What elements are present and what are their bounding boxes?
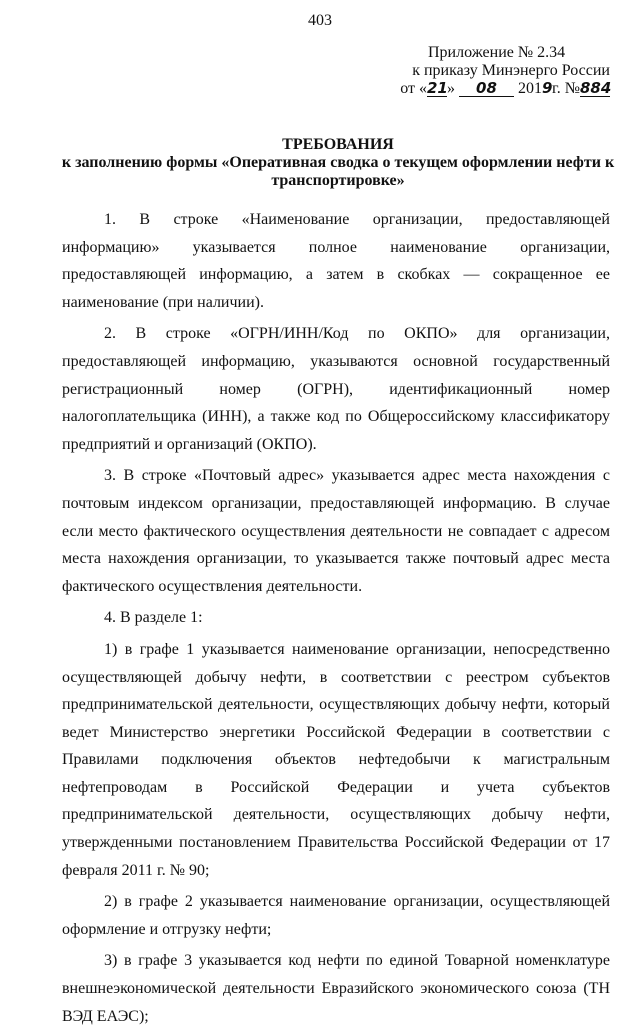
paragraph: 1. В строке «Наименование организации, предоставляющей информацию» указывается полное наименование организации, предоставляющей информацию, а затем в скобках — сокращенное ее наименование (при наличии). — [62, 211, 610, 311]
paragraph: 3. В строке «Почтовый адрес» указывается адрес места нахождения с почтовым индексом организации, предоставляющей информацию. В случае если место фактического осуществления деятельности не совпадает с адресом места нахождения организации, то указывается также почтовый адрес места фактического осуществления деятельности. — [62, 467, 610, 595]
date-prefix: от « — [400, 80, 427, 97]
handwritten-year-digit: 9 — [541, 79, 553, 97]
year-suffix: г. № — [551, 80, 580, 97]
year-prefix: 201 — [517, 80, 542, 97]
handwritten-order-number: 884 — [580, 79, 612, 97]
document-title-block — [60, 136, 616, 190]
appendix-title: Приложение № 2.34 — [428, 44, 566, 61]
handwritten-day: 21 — [426, 79, 448, 97]
appendix-order-ref: к приказу Минэнерго России — [412, 62, 610, 79]
paragraph: 3) в графе 3 указывается код нефти по единой Товарной номенклатуре внешнеэкономической деятельности Евразийского экономического союза (ТН ВЭД ЕАЭС); — [62, 952, 610, 1025]
handwritten-month: 08 — [459, 81, 514, 97]
document-subtitle: к заполнению формы «Оперативная сводка о текущем оформлении нефти к транспортировке» — [61, 154, 615, 189]
page-number: 403 — [308, 12, 332, 29]
appendix-date-line — [400, 80, 610, 98]
paragraph: 4. В разделе 1: — [104, 609, 203, 627]
document-title: ТРЕБОВАНИЯ — [282, 136, 394, 153]
paragraph: 1) в графе 1 указывается наименование организации, непосредственно осуществляющей добычу нефти, в соответствии с реестром субъектов предпринимательской деятельности, осуществляющих добычу нефти, который ведет Министерство энергетики Российской Федерации в соответствии с Правилами подключения объектов нефтедобычи к магистральным нефтепроводам в Российской Федерации и учета субъектов предпринимательской деятельности, осуществляющих добычу нефти, утвержденными постановлением Правительства Российской Федерации от 17 февраля 2011 г. № 90; — [62, 640, 610, 879]
paragraph: 2. В строке «ОГРН/ИНН/Код по ОКПО» для организации, предоставляющей информацию, указываются основной государственный регистрационный номер (ОГРН), идентификационный номер налогоплательщика (ИНН), а также код по Общероссийскому классификатору предприятий и организаций (ОКПО). — [62, 325, 610, 453]
appendix-header — [400, 44, 610, 98]
document-body — [62, 206, 610, 1034]
paragraph: 2) в графе 2 указывается наименование организации, осуществляющей оформление и отгрузку нефти; — [62, 893, 610, 938]
date-separator: » — [446, 80, 455, 97]
